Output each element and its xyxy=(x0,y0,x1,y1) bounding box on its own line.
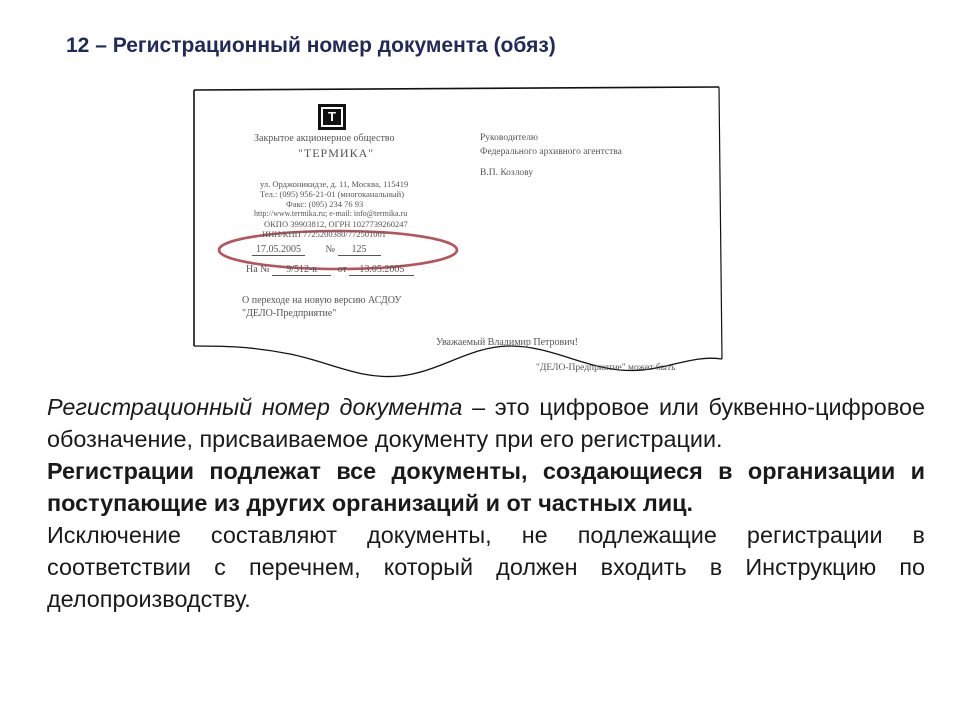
company-web: http://www.termika.ru; e-mail: info@termika.ru xyxy=(254,209,408,218)
registration-line xyxy=(252,245,381,255)
company-okpo: ОКПО 39903812, ОГРН 1027739260247 xyxy=(264,219,408,229)
registration-rule-paragraph: Регистрации подлежат все документы, создающиеся в организации и поступающие из других организаций и от частных лиц. xyxy=(47,458,925,516)
company-name: "ТЕРМИКА" xyxy=(298,146,375,160)
company-fax: Факс: (095) 234 76 93 xyxy=(286,199,364,209)
slide-title: 12 – Регистрационный номер документа (обяз) xyxy=(66,34,556,57)
letter-body-fragment: "ДЕЛО-Предприятие" может быть xyxy=(536,363,676,373)
company-address: ул. Орджоникидзе, д. 11, Москва, 115419 xyxy=(260,179,409,189)
main-text xyxy=(47,391,925,615)
company-logo: Т xyxy=(318,104,346,130)
reference-date: 13.05.2005 xyxy=(349,264,414,276)
addressee-org: Федерального архивного агентства xyxy=(480,147,622,157)
company-phone: Тел.: (095) 956-21-01 (многоканальный) xyxy=(260,189,405,199)
definition-paragraph xyxy=(47,391,925,455)
reference-label: На № xyxy=(246,264,270,275)
registration-date: 17.05.2005 xyxy=(252,244,305,256)
definition-text: – это цифровое или буквенно-цифровое обозначение, присваиваемое документу при его регистрации. xyxy=(47,394,925,452)
subject-line-1: О переходе на новую версию АСДОУ xyxy=(242,295,402,306)
reference-line xyxy=(246,265,414,275)
exception-paragraph: Исключение составляют документы, не подлежащие регистрации в соответствии с перечнем, который должен входить в Инструкцию по делопроизводству. xyxy=(47,522,925,612)
registration-number-label: № xyxy=(325,244,336,255)
addressee-name: В.П. Козлову xyxy=(480,168,534,178)
company-type: Закрытое акционерное общество xyxy=(254,133,395,144)
company-inn: ИНН/КПП 7725200380/772501001 xyxy=(262,229,386,239)
subject-line-2: "ДЕЛО-Предприятие" xyxy=(242,308,337,319)
greeting: Уважаемый Владимир Петрович! xyxy=(436,337,578,348)
defined-term: Регистрационный номер документа xyxy=(47,394,463,420)
registration-number: 125 xyxy=(338,244,381,256)
document-scan-image xyxy=(190,84,730,384)
addressee-title: Руководителю xyxy=(480,133,538,143)
reference-number: 9/512-к xyxy=(272,264,331,276)
reference-from-label: от xyxy=(337,264,347,275)
